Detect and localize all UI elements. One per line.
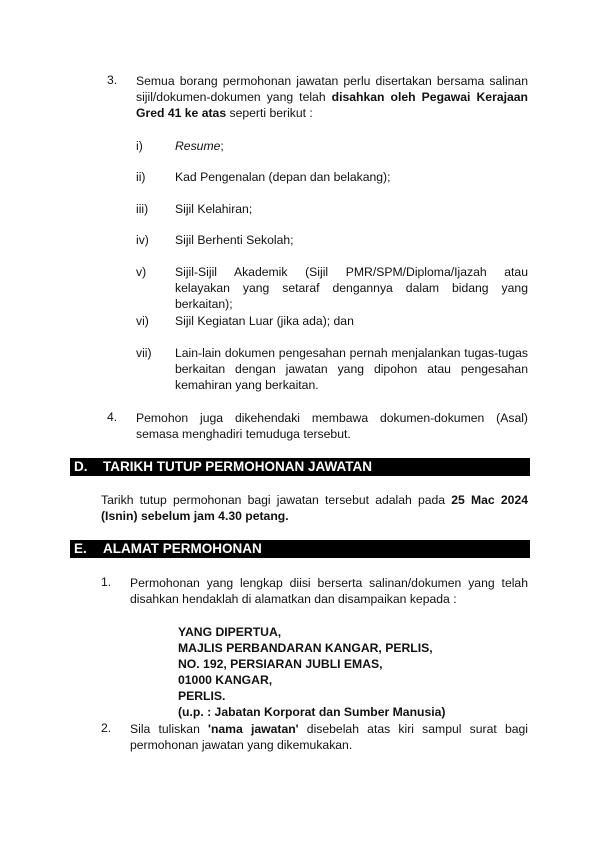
subitem-text: Lain-lain dokumen pengesahan pernah menjalankan tugas-tugas berkaitan dengan jawatan yang dipohon atau pengesahan kemahiran yang berkaitan. — [175, 346, 528, 392]
section-e-letter: E. — [74, 541, 87, 556]
subitem-text: Sijil Kegiatan Luar (jika ada); dan — [175, 314, 354, 328]
subitem-number: vi) — [136, 314, 149, 328]
section-e-item-1-number: 1. — [101, 575, 112, 589]
subitem-text: Kad Pengenalan (depan dan belakang); — [175, 170, 391, 184]
address-line: YANG DIPERTUA, — [178, 625, 282, 639]
subitem-text: Sijil Kelahiran; — [175, 202, 253, 216]
section-e-item-2-bold: 'nama jawatan' — [208, 722, 299, 736]
subitem-number: iv) — [136, 233, 149, 247]
section-d-letter: D. — [74, 459, 88, 474]
section-d-text-pre: Tarikh tutup permohonan bagi jawatan tersebut adalah pada — [101, 493, 452, 507]
address-line: PERLIS. — [178, 689, 226, 703]
section-d-header — [70, 458, 530, 476]
section-e-item-2-text — [130, 721, 528, 753]
subitem-number: vii) — [136, 346, 152, 360]
section-e-item-2-number: 2. — [101, 721, 112, 735]
item-4-number: 4. — [107, 410, 118, 424]
subitem-text: Sijil Berhenti Sekolah; — [175, 233, 294, 247]
section-d-text — [101, 492, 528, 524]
section-e-item-2-post: disebelah atas kiri sampul surat bagi permohonan jawatan yang dikemukakan. — [130, 722, 528, 752]
section-e-item-1-text: Permohonan yang lengkap diisi berserta salinan/dokumen yang telah disahkan hendaklah di alamatkan dan disampaikan kepada : — [130, 576, 528, 606]
section-d-text-bold: 25 Mac 2024 (Isnin) sebelum jam 4.30 petang. — [101, 493, 528, 523]
subitem-number: ii) — [136, 170, 146, 184]
address-line: NO. 192, PERSIARAN JUBLI EMAS, — [178, 657, 383, 671]
subitem-text: Resume; — [175, 139, 224, 153]
section-e-item-2-pre: Sila tuliskan — [130, 722, 209, 736]
address-line: (u.p. : Jabatan Korporat dan Sumber Manusia) — [178, 705, 446, 719]
item-4-text: Pemohon juga dikehendaki membawa dokumen-dokumen (Asal) semasa menghadiri temuduga tersebut. — [136, 411, 528, 441]
item-3-text-pre: Semua borang permohonan jawatan perlu disertakan bersama salinan sijil/dokumen-dokumen yang telah — [136, 74, 528, 104]
subitem-number: v) — [136, 265, 147, 279]
item-3-text — [136, 73, 528, 121]
address-line: MAJLIS PERBANDARAN KANGAR, PERLIS, — [178, 641, 433, 655]
section-e-title: ALAMAT PERMOHONAN — [103, 541, 262, 556]
item-3-text-bold: disahkan oleh Pegawai Kerajaan Gred 41 ke atas — [136, 90, 528, 120]
section-d-title: TARIKH TUTUP PERMOHONAN JAWATAN — [103, 459, 372, 474]
address-line: 01000 KANGAR, — [178, 673, 273, 687]
item-3-number: 3. — [107, 73, 118, 87]
subitem-number: i) — [136, 139, 143, 153]
section-e-header — [70, 540, 530, 558]
item-3-text-post: seperti berikut : — [226, 106, 313, 120]
address-block — [178, 624, 445, 720]
subitem-text: Sijil-Sijil Akademik (Sijil PMR/SPM/Diploma/Ijazah atau kelayakan yang setaraf dengannya dalam bidang yang berkaitan); — [175, 265, 528, 311]
subitem-number: iii) — [136, 202, 149, 216]
